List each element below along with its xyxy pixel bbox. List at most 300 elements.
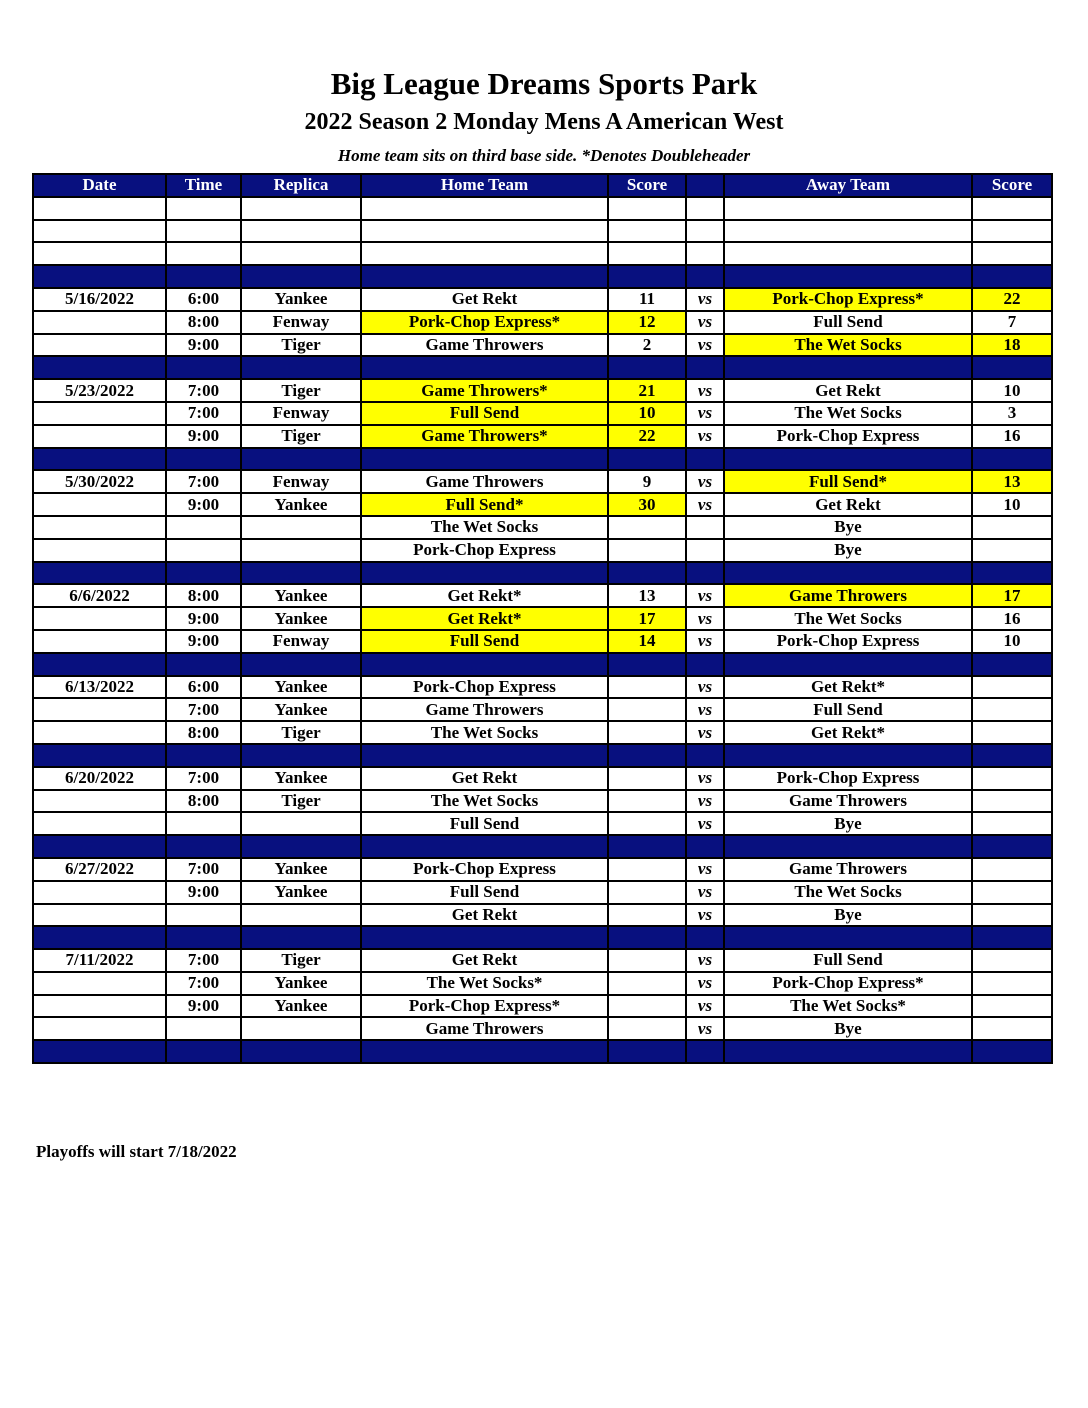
away-score-cell	[972, 790, 1052, 813]
vs-cell: vs	[686, 995, 724, 1018]
time-cell: 8:00	[166, 584, 241, 607]
time-cell: 6:00	[166, 288, 241, 311]
home-team-cell: Get Rekt*	[361, 607, 608, 630]
away-team-cell: Game Throwers	[724, 790, 972, 813]
time-cell	[166, 1017, 241, 1040]
away-score-cell	[972, 653, 1052, 676]
time-cell: 8:00	[166, 790, 241, 813]
replica-cell: Yankee	[241, 881, 361, 904]
time-cell: 7:00	[166, 972, 241, 995]
replica-cell	[241, 1040, 361, 1063]
vs-cell: vs	[686, 676, 724, 699]
away-score-cell: 10	[972, 379, 1052, 402]
time-cell: 7:00	[166, 470, 241, 493]
week-separator-row	[33, 265, 1052, 288]
replica-cell: Tiger	[241, 379, 361, 402]
time-cell	[166, 926, 241, 949]
vs-cell	[686, 242, 724, 265]
replica-cell	[241, 356, 361, 379]
replica-cell: Tiger	[241, 721, 361, 744]
replica-cell: Fenway	[241, 402, 361, 425]
week-separator-row	[33, 562, 1052, 585]
vs-cell: vs	[686, 698, 724, 721]
away-team-cell: Bye	[724, 904, 972, 927]
vs-cell	[686, 197, 724, 220]
home-score-cell: 11	[608, 288, 686, 311]
date-cell	[33, 721, 166, 744]
game-row	[33, 767, 1052, 790]
away-team-cell: Pork-Chop Express	[724, 767, 972, 790]
vs-cell	[686, 356, 724, 379]
time-cell: 8:00	[166, 311, 241, 334]
home-score-cell	[608, 744, 686, 767]
date-cell	[33, 972, 166, 995]
date-cell	[33, 220, 166, 243]
date-cell: 6/20/2022	[33, 767, 166, 790]
away-score-cell: 22	[972, 288, 1052, 311]
date-cell	[33, 835, 166, 858]
home-score-cell	[608, 995, 686, 1018]
away-team-cell: The Wet Socks	[724, 334, 972, 357]
replica-cell: Fenway	[241, 470, 361, 493]
blank-row	[33, 197, 1052, 220]
blank-row	[33, 220, 1052, 243]
home-team-cell	[361, 242, 608, 265]
home-team-cell: Full Send	[361, 630, 608, 653]
away-score-cell: 10	[972, 630, 1052, 653]
away-team-cell: The Wet Socks	[724, 402, 972, 425]
away-team-cell	[724, 562, 972, 585]
replica-cell: Tiger	[241, 949, 361, 972]
away-team-cell	[724, 653, 972, 676]
date-cell	[33, 197, 166, 220]
away-team-cell: Bye	[724, 516, 972, 539]
home-score-cell	[608, 242, 686, 265]
away-score-cell	[972, 242, 1052, 265]
vs-cell: vs	[686, 630, 724, 653]
schedule-table	[32, 173, 1053, 1064]
vs-cell	[686, 562, 724, 585]
date-cell	[33, 311, 166, 334]
replica-cell	[241, 220, 361, 243]
away-team-cell: Full Send*	[724, 470, 972, 493]
col-header-date: Date	[33, 174, 166, 197]
vs-cell: vs	[686, 1017, 724, 1040]
away-score-cell	[972, 744, 1052, 767]
vs-cell: vs	[686, 402, 724, 425]
away-score-cell	[972, 448, 1052, 471]
away-score-cell	[972, 995, 1052, 1018]
vs-cell: vs	[686, 607, 724, 630]
time-cell: 9:00	[166, 493, 241, 516]
home-score-cell	[608, 265, 686, 288]
game-row	[33, 904, 1052, 927]
away-team-cell: Bye	[724, 812, 972, 835]
vs-cell: vs	[686, 334, 724, 357]
away-score-cell	[972, 949, 1052, 972]
game-row	[33, 972, 1052, 995]
away-score-cell	[972, 698, 1052, 721]
date-cell	[33, 334, 166, 357]
game-row	[33, 402, 1052, 425]
date-cell	[33, 516, 166, 539]
replica-cell: Fenway	[241, 630, 361, 653]
home-team-cell	[361, 562, 608, 585]
replica-cell: Yankee	[241, 995, 361, 1018]
col-header-home-score: Score	[608, 174, 686, 197]
home-team-cell: The Wet Socks	[361, 721, 608, 744]
col-header-away-team: Away Team	[724, 174, 972, 197]
home-team-cell: The Wet Socks*	[361, 972, 608, 995]
home-score-cell: 9	[608, 470, 686, 493]
away-score-cell	[972, 356, 1052, 379]
replica-cell	[241, 904, 361, 927]
week-separator-row	[33, 1040, 1052, 1063]
home-team-cell	[361, 220, 608, 243]
home-team-cell: Game Throwers*	[361, 379, 608, 402]
replica-cell: Yankee	[241, 767, 361, 790]
home-score-cell: 17	[608, 607, 686, 630]
away-team-cell: Get Rekt	[724, 493, 972, 516]
replica-cell: Tiger	[241, 790, 361, 813]
away-team-cell: Pork-Chop Express	[724, 630, 972, 653]
replica-cell: Tiger	[241, 334, 361, 357]
away-team-cell: Bye	[724, 539, 972, 562]
home-team-cell	[361, 744, 608, 767]
home-team-cell	[361, 1040, 608, 1063]
col-header-away-score: Score	[972, 174, 1052, 197]
away-team-cell: Game Throwers	[724, 584, 972, 607]
replica-cell: Yankee	[241, 493, 361, 516]
away-team-cell: Get Rekt	[724, 379, 972, 402]
home-score-cell: 21	[608, 379, 686, 402]
home-score-cell	[608, 972, 686, 995]
game-row	[33, 607, 1052, 630]
date-cell	[33, 607, 166, 630]
time-cell: 8:00	[166, 721, 241, 744]
date-cell: 5/23/2022	[33, 379, 166, 402]
page-note: Home team sits on third base side. *Denotes Doubleheader	[337, 146, 751, 165]
away-score-cell	[972, 812, 1052, 835]
home-team-cell: Pork-Chop Express	[361, 539, 608, 562]
away-team-cell	[724, 835, 972, 858]
time-cell	[166, 653, 241, 676]
home-team-cell: Get Rekt*	[361, 584, 608, 607]
away-score-cell	[972, 1040, 1052, 1063]
col-header-home-team: Home Team	[361, 174, 608, 197]
home-score-cell	[608, 767, 686, 790]
game-row	[33, 288, 1052, 311]
time-cell	[166, 562, 241, 585]
home-score-cell	[608, 698, 686, 721]
date-cell	[33, 904, 166, 927]
col-header-replica: Replica	[241, 174, 361, 197]
away-team-cell	[724, 356, 972, 379]
vs-cell	[686, 539, 724, 562]
time-cell	[166, 812, 241, 835]
away-score-cell: 3	[972, 402, 1052, 425]
replica-cell: Yankee	[241, 584, 361, 607]
home-score-cell	[608, 1017, 686, 1040]
home-score-cell	[608, 721, 686, 744]
vs-cell: vs	[686, 584, 724, 607]
time-cell	[166, 904, 241, 927]
vs-cell: vs	[686, 721, 724, 744]
home-score-cell	[608, 539, 686, 562]
home-team-cell	[361, 265, 608, 288]
replica-cell	[241, 653, 361, 676]
home-score-cell	[608, 356, 686, 379]
time-cell: 9:00	[166, 425, 241, 448]
replica-cell	[241, 744, 361, 767]
replica-cell	[241, 516, 361, 539]
home-team-cell: Pork-Chop Express*	[361, 995, 608, 1018]
date-cell: 6/6/2022	[33, 584, 166, 607]
time-cell: 7:00	[166, 698, 241, 721]
vs-cell: vs	[686, 379, 724, 402]
time-cell: 7:00	[166, 767, 241, 790]
home-team-cell: Full Send	[361, 881, 608, 904]
time-cell: 7:00	[166, 402, 241, 425]
home-team-cell: Get Rekt	[361, 904, 608, 927]
game-row	[33, 949, 1052, 972]
time-cell: 9:00	[166, 334, 241, 357]
vs-cell: vs	[686, 790, 724, 813]
time-cell: 7:00	[166, 949, 241, 972]
replica-cell: Fenway	[241, 311, 361, 334]
home-team-cell: The Wet Socks	[361, 790, 608, 813]
time-cell: 7:00	[166, 379, 241, 402]
home-score-cell: 12	[608, 311, 686, 334]
home-score-cell	[608, 1040, 686, 1063]
date-cell	[33, 812, 166, 835]
week-separator-row	[33, 653, 1052, 676]
away-score-cell: 7	[972, 311, 1052, 334]
game-row	[33, 812, 1052, 835]
away-score-cell	[972, 220, 1052, 243]
away-score-cell: 17	[972, 584, 1052, 607]
home-score-cell	[608, 858, 686, 881]
date-cell	[33, 926, 166, 949]
away-team-cell: The Wet Socks	[724, 607, 972, 630]
date-cell	[33, 698, 166, 721]
time-cell: 6:00	[166, 676, 241, 699]
away-score-cell	[972, 858, 1052, 881]
replica-cell	[241, 197, 361, 220]
game-row	[33, 721, 1052, 744]
date-cell	[33, 1040, 166, 1063]
home-score-cell	[608, 812, 686, 835]
game-row	[33, 584, 1052, 607]
blank-row	[33, 242, 1052, 265]
date-cell	[33, 1017, 166, 1040]
vs-cell: vs	[686, 288, 724, 311]
game-row	[33, 995, 1052, 1018]
time-cell	[166, 265, 241, 288]
home-team-cell: Pork-Chop Express	[361, 676, 608, 699]
home-score-cell	[608, 197, 686, 220]
home-team-cell: Get Rekt	[361, 949, 608, 972]
date-cell	[33, 425, 166, 448]
date-cell	[33, 493, 166, 516]
date-cell: 6/13/2022	[33, 676, 166, 699]
away-team-cell	[724, 926, 972, 949]
away-team-cell: Pork-Chop Express	[724, 425, 972, 448]
away-score-cell	[972, 835, 1052, 858]
vs-cell: vs	[686, 311, 724, 334]
vs-cell: vs	[686, 949, 724, 972]
time-cell	[166, 516, 241, 539]
game-row	[33, 881, 1052, 904]
away-score-cell: 10	[972, 493, 1052, 516]
date-cell	[33, 995, 166, 1018]
time-cell: 9:00	[166, 630, 241, 653]
replica-cell	[241, 242, 361, 265]
vs-cell	[686, 744, 724, 767]
date-cell	[33, 539, 166, 562]
vs-cell	[686, 653, 724, 676]
replica-cell	[241, 812, 361, 835]
away-score-cell	[972, 562, 1052, 585]
vs-cell: vs	[686, 904, 724, 927]
vs-cell: vs	[686, 812, 724, 835]
date-cell	[33, 790, 166, 813]
home-team-cell: Get Rekt	[361, 288, 608, 311]
vs-cell: vs	[686, 493, 724, 516]
home-team-cell: Full Send*	[361, 493, 608, 516]
home-team-cell	[361, 356, 608, 379]
home-score-cell: 14	[608, 630, 686, 653]
vs-cell: vs	[686, 425, 724, 448]
vs-cell	[686, 448, 724, 471]
away-team-cell: Bye	[724, 1017, 972, 1040]
vs-cell	[686, 220, 724, 243]
home-score-cell	[608, 516, 686, 539]
home-score-cell	[608, 448, 686, 471]
away-team-cell: Full Send	[724, 949, 972, 972]
away-score-cell	[972, 516, 1052, 539]
away-team-cell	[724, 1040, 972, 1063]
away-score-cell	[972, 972, 1052, 995]
home-team-cell	[361, 926, 608, 949]
replica-cell: Yankee	[241, 858, 361, 881]
vs-cell	[686, 926, 724, 949]
replica-cell: Yankee	[241, 698, 361, 721]
home-score-cell: 2	[608, 334, 686, 357]
away-team-cell: Game Throwers	[724, 858, 972, 881]
home-team-cell: Pork-Chop Express	[361, 858, 608, 881]
away-team-cell: Get Rekt*	[724, 721, 972, 744]
home-team-cell: Game Throwers	[361, 698, 608, 721]
date-cell	[33, 630, 166, 653]
away-score-cell: 16	[972, 607, 1052, 630]
game-row	[33, 858, 1052, 881]
vs-cell: vs	[686, 470, 724, 493]
date-cell	[33, 562, 166, 585]
away-score-cell	[972, 721, 1052, 744]
time-cell	[166, 220, 241, 243]
home-team-cell	[361, 653, 608, 676]
home-score-cell	[608, 835, 686, 858]
page-title: Big League Dreams Sports Park	[330, 66, 758, 101]
away-team-cell	[724, 220, 972, 243]
game-row	[33, 516, 1052, 539]
away-team-cell: Full Send	[724, 698, 972, 721]
home-score-cell	[608, 926, 686, 949]
page-subtitle: 2022 Season 2 Monday Mens A American West	[304, 109, 784, 135]
home-score-cell	[608, 904, 686, 927]
away-score-cell	[972, 265, 1052, 288]
game-row	[33, 1017, 1052, 1040]
replica-cell: Yankee	[241, 607, 361, 630]
home-score-cell	[608, 881, 686, 904]
replica-cell	[241, 835, 361, 858]
home-team-cell	[361, 835, 608, 858]
replica-cell	[241, 562, 361, 585]
time-cell	[166, 242, 241, 265]
home-team-cell: Game Throwers	[361, 470, 608, 493]
date-cell	[33, 242, 166, 265]
replica-cell	[241, 1017, 361, 1040]
replica-cell	[241, 265, 361, 288]
game-row	[33, 698, 1052, 721]
col-header-vs	[686, 174, 724, 197]
game-row	[33, 334, 1052, 357]
date-cell: 6/27/2022	[33, 858, 166, 881]
footer-note: Playoffs will start 7/18/2022	[36, 1142, 237, 1161]
away-team-cell	[724, 242, 972, 265]
away-team-cell: Pork-Chop Express*	[724, 972, 972, 995]
date-cell	[33, 265, 166, 288]
time-cell	[166, 448, 241, 471]
away-team-cell	[724, 744, 972, 767]
away-team-cell	[724, 265, 972, 288]
date-cell: 5/16/2022	[33, 288, 166, 311]
home-team-cell: Pork-Chop Express*	[361, 311, 608, 334]
away-score-cell	[972, 197, 1052, 220]
time-cell	[166, 356, 241, 379]
game-row	[33, 630, 1052, 653]
vs-cell: vs	[686, 858, 724, 881]
home-team-cell	[361, 197, 608, 220]
replica-cell	[241, 539, 361, 562]
week-separator-row	[33, 926, 1052, 949]
home-score-cell: 10	[608, 402, 686, 425]
week-separator-row	[33, 356, 1052, 379]
vs-cell	[686, 835, 724, 858]
replica-cell: Yankee	[241, 972, 361, 995]
game-row	[33, 425, 1052, 448]
date-cell: 7/11/2022	[33, 949, 166, 972]
away-score-cell	[972, 539, 1052, 562]
game-row	[33, 311, 1052, 334]
home-score-cell: 13	[608, 584, 686, 607]
week-separator-row	[33, 744, 1052, 767]
date-cell	[33, 356, 166, 379]
home-team-cell	[361, 448, 608, 471]
replica-cell: Yankee	[241, 676, 361, 699]
game-row	[33, 470, 1052, 493]
home-team-cell: Get Rekt	[361, 767, 608, 790]
date-cell: 5/30/2022	[33, 470, 166, 493]
date-cell	[33, 744, 166, 767]
time-cell: 9:00	[166, 607, 241, 630]
replica-cell	[241, 926, 361, 949]
away-team-cell: Pork-Chop Express*	[724, 288, 972, 311]
away-score-cell: 16	[972, 425, 1052, 448]
away-score-cell: 18	[972, 334, 1052, 357]
home-team-cell: Game Throwers*	[361, 425, 608, 448]
